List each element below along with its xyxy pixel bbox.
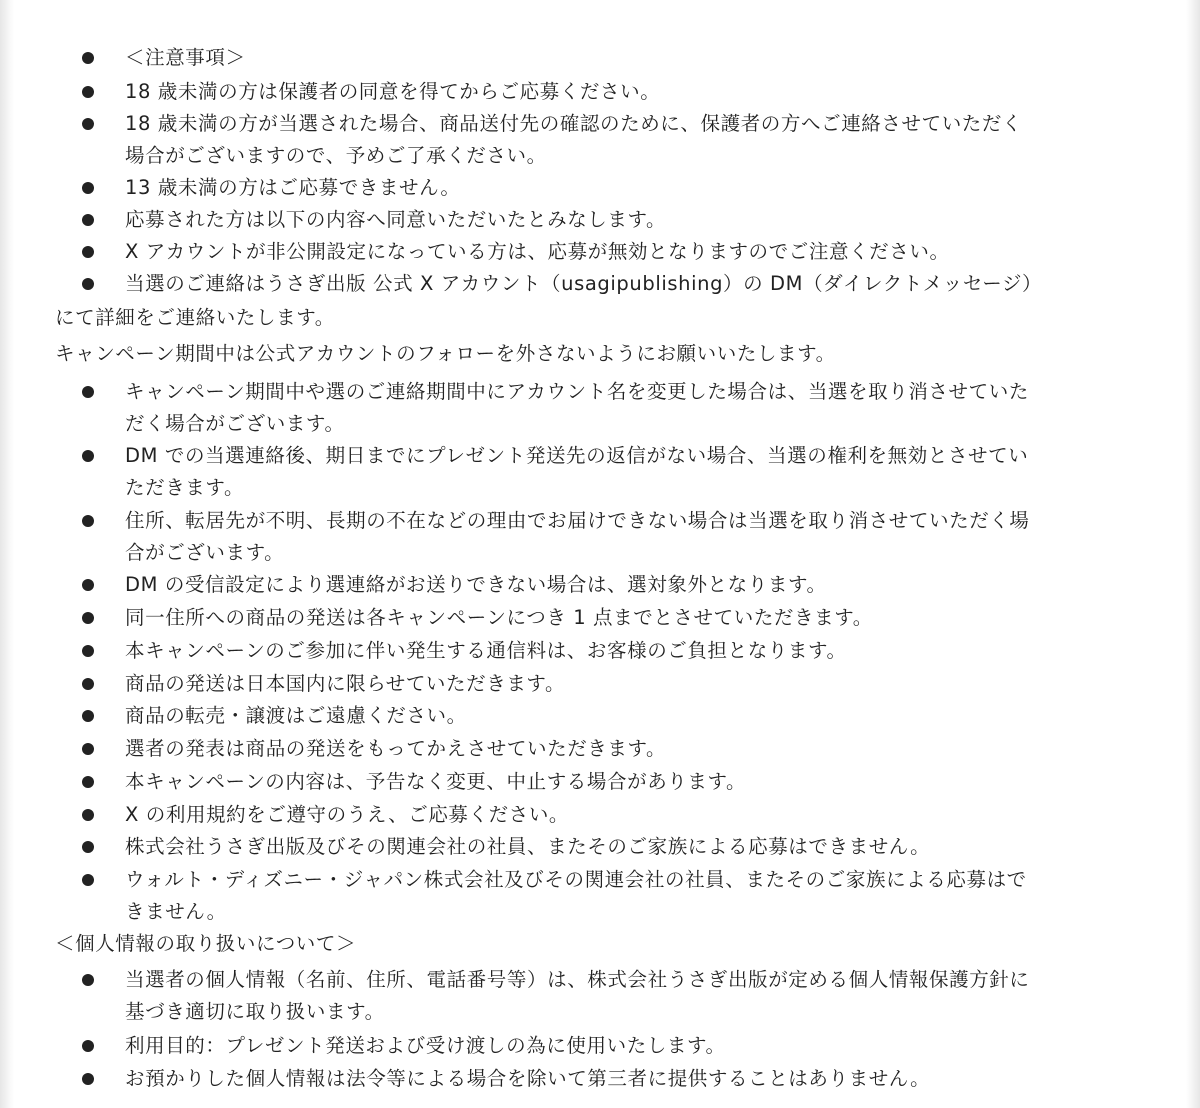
notice-item-continuation: 基づき適切に取り扱います。 [125,1000,385,1023]
notice-item: 応募された方は以下の内容へ同意いただいたとみなします。 [125,208,667,231]
notice-item-continuation: 合がございます。 [125,541,285,564]
notice-item: 18 歳未満の方が当選された場合、商品送付先の確認のために、保護者の方へご連絡させていただく [125,112,1023,135]
bullet-icon [82,450,94,462]
notice-paragraph: にて詳細をご連絡いたします。 [55,306,335,329]
notice-item: 同一住所への商品の発送は各キャンペーンにつき 1 点までとさせていただきます。 [125,606,873,629]
notice-item: キャンペーン期間中や選のご連絡期間中にアカウント名を変更した場合は、当選を取り消させていた [125,380,1029,403]
notice-item: 当選のご連絡はうさぎ出版 公式 X アカウント（usagipublishing）の DM（ダイレクトメッセージ） [125,272,1043,295]
notice-item: お預かりした個人情報は法令等による場合を除いて第三者に提供することはありません。 [125,1067,931,1090]
notice-item: X の利用規約をご遵守のうえ、ご応募ください。 [125,803,570,826]
bullet-icon [82,841,94,853]
notice-item: 商品の発送は日本国内に限らせていただきます。 [125,672,566,695]
notice-item: X アカウントが非公開設定になっている方は、応募が無効となりますのでご注意ください。 [125,240,950,263]
bullet-icon [82,1073,94,1085]
bullet-icon [82,1040,94,1052]
notice-item: 13 歳未満の方はご応募できません。 [125,176,461,199]
bullet-icon [82,645,94,657]
notice-item: 利用目的：プレゼント発送および受け渡しの為に使用いたします。 [125,1034,726,1057]
bullet-icon [82,386,94,398]
notice-item: DM での当選連絡後、期日までにプレゼント発送先の返信がない場合、当選の権利を無効とさせてい [125,444,1029,467]
notice-item-continuation: ただきます。 [125,476,245,499]
notice-item: 当選者の個人情報（名前、住所、電話番号等）は、株式会社うさぎ出版が定める個人情報保護方針に [125,968,1030,991]
bullet-icon [82,974,94,986]
bullet-icon [82,612,94,624]
notice-item: 本キャンペーンのご参加に伴い発生する通信料は、お客様のご負担となります。 [125,639,847,662]
notice-item: ＜注意事項＞ [125,46,246,69]
notice-item: ウォルト・ディズニー・ジャパン株式会社及びその関連会社の社員、またそのご家族による応募はで [125,868,1027,891]
bullet-icon [82,678,94,690]
notice-item-continuation: 場合がございますので、予めご了承ください。 [125,144,547,167]
bullet-icon [82,874,94,886]
bullet-icon [82,182,94,194]
notice-item: DM の受信設定により選連絡がお送りできない場合は、選対象外となります。 [125,573,827,596]
notice-paragraph: ＜個人情報の取り扱いについて＞ [55,932,357,955]
bullet-icon [82,52,94,64]
notice-item: 選者の発表は商品の発送をもってかえさせていただきます。 [125,737,667,760]
bullet-icon [82,579,94,591]
notice-item: 本キャンペーンの内容は、予告なく変更、中止する場合があります。 [125,770,747,793]
bullet-icon [82,278,94,290]
bullet-icon [82,246,94,258]
notice-item: 住所、転居先が不明、長期の不在などの理由でお届けできない場合は当選を取り消させていただく場 [125,509,1030,532]
notice-item: 株式会社うさぎ出版及びその関連会社の社員、またそのご家族による応募はできません。 [125,835,931,858]
bullet-icon [82,776,94,788]
bullet-icon [82,86,94,98]
notice-item-continuation: だく場合がございます。 [125,412,345,435]
notice-item: 18 歳未満の方は保護者の同意を得てからご応募ください。 [125,80,661,103]
notice-item: 商品の転売・譲渡はご遠慮ください。 [125,704,467,727]
bullet-icon [82,710,94,722]
bullet-icon [82,214,94,226]
bullet-icon [82,809,94,821]
bullet-icon [82,743,94,755]
notice-paragraph: キャンペーン期間中は公式アカウントのフォローを外さないようにお願いいたします。 [55,342,836,365]
bullet-icon [82,515,94,527]
bullet-icon [82,118,94,130]
notice-item-continuation: きません。 [125,900,227,923]
